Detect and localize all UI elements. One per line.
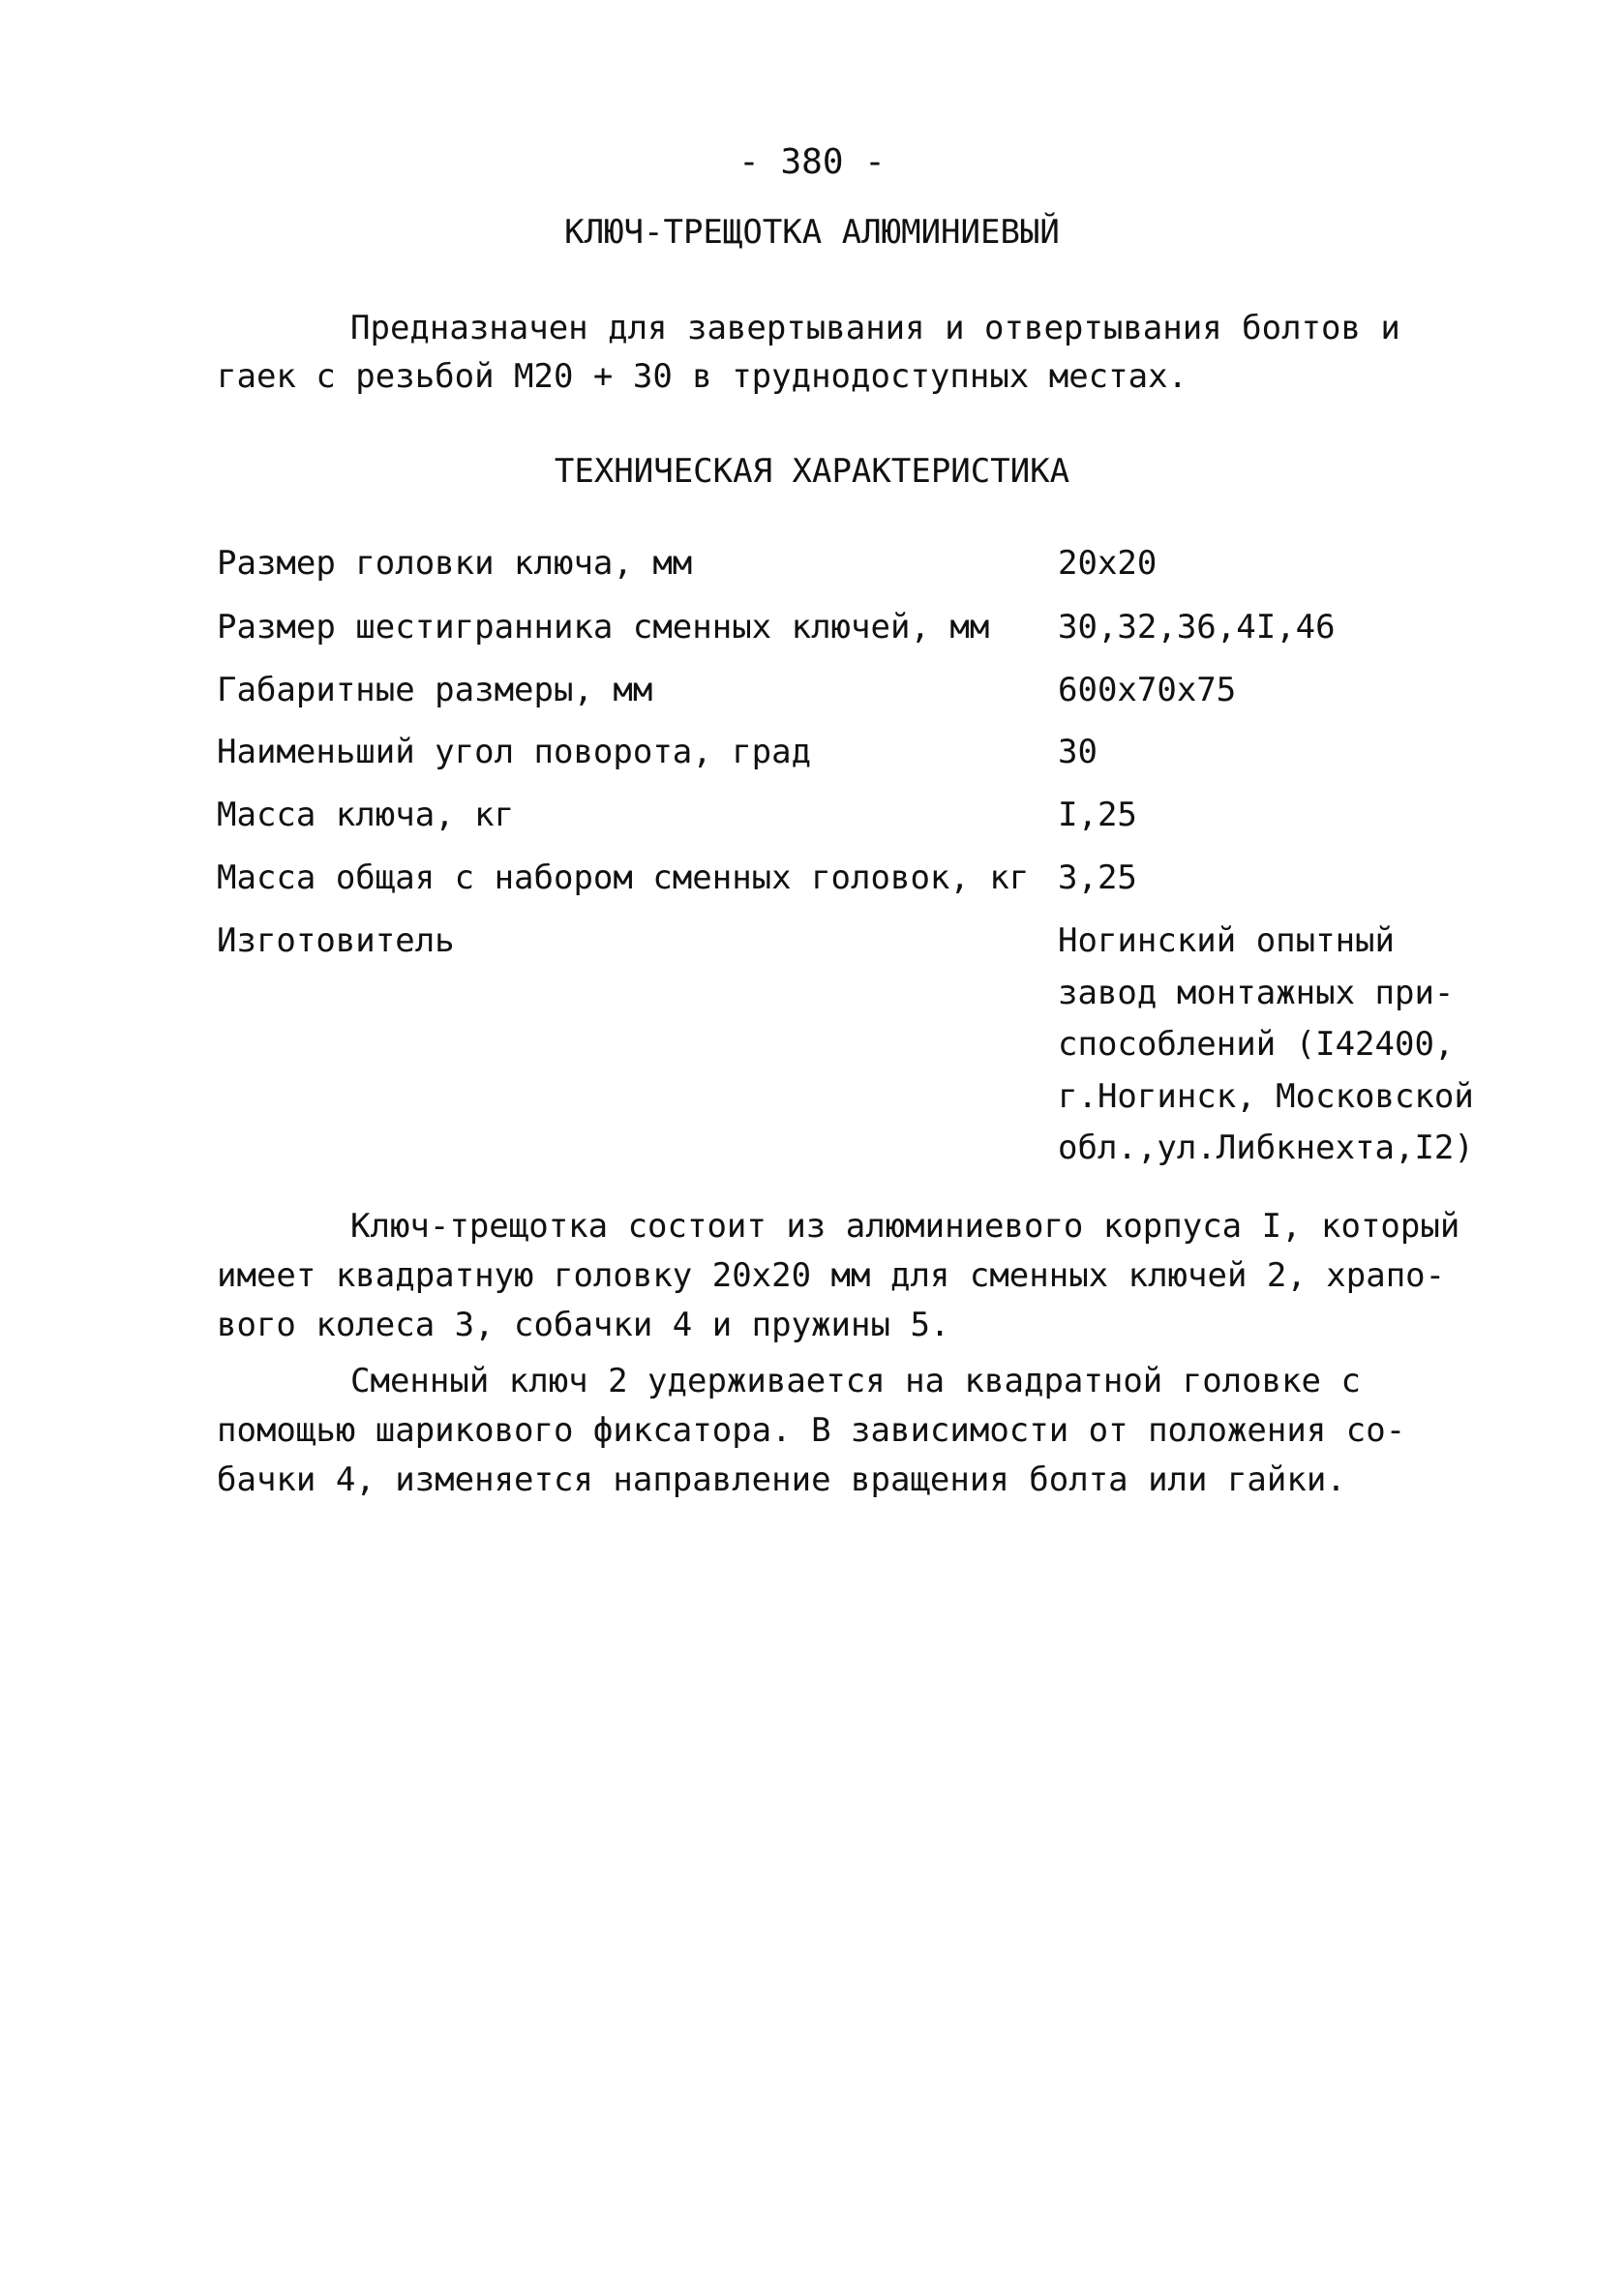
description-line-2: имеет квадратную головку 20x20 мм для сменных ключей 2, храпо- xyxy=(217,1256,1446,1295)
spec-value-min-angle: 30 xyxy=(1058,733,1098,771)
spec-value-dimensions: 600x70x75 xyxy=(1058,671,1237,709)
manufacturer-line-4: г.Ногинск, Московской xyxy=(1058,1077,1474,1116)
description-line-3: вого колеса 3, собачки 4 и пружины 5. xyxy=(217,1306,950,1344)
manufacturer-line-1: Ногинский опытный xyxy=(1058,921,1395,960)
spec-value-total-mass: 3,25 xyxy=(1058,858,1137,897)
spec-label-wrench-mass: Масса ключа, кг xyxy=(217,796,515,834)
description-line-1: Ключ-трещотка состоит из алюминиевого корпуса I, который xyxy=(350,1207,1460,1246)
spec-value-hex-size: 30,32,36,4I,46 xyxy=(1058,608,1336,647)
spec-label-manufacturer: Изготовитель xyxy=(217,921,455,960)
spec-label-dimensions: Габаритные размеры, мм xyxy=(217,671,653,709)
page-number: - 380 - xyxy=(738,142,886,182)
spec-value-head-size: 20x20 xyxy=(1058,544,1158,583)
intro-line-2: гаек с резьбой М20 + 30 в труднодоступных местах. xyxy=(217,357,1188,396)
manufacturer-line-2: завод монтажных при- xyxy=(1058,974,1455,1012)
spec-label-total-mass: Масса общая с набором сменных головок, кг xyxy=(217,858,1030,897)
spec-value-wrench-mass: I,25 xyxy=(1058,796,1137,834)
description-line-4: Сменный ключ 2 удерживается на квадратной головке с xyxy=(350,1362,1361,1400)
spec-label-head-size: Размер головки ключа, мм xyxy=(217,544,693,583)
description-line-6: бачки 4, изменяется направление вращения болта или гайки. xyxy=(217,1460,1346,1499)
description-line-5: помощью шарикового фиксатора. В зависимости от положения со- xyxy=(217,1411,1406,1450)
intro-line-1: Предназначен для завертывания и отвертывания болтов и xyxy=(350,309,1400,347)
document-title: КЛЮЧ-ТРЕЩОТКА АЛЮМИНИЕВЫЙ xyxy=(564,213,1060,252)
manufacturer-line-5: обл.,ул.Либкнехта,I2) xyxy=(1058,1128,1474,1167)
spec-label-min-angle: Наименьший угол поворота, град xyxy=(217,733,812,771)
spec-title: ТЕХНИЧЕСКАЯ ХАРАКТЕРИСТИКА xyxy=(554,452,1070,491)
spec-label-hex-size: Размер шестигранника сменных ключей, мм xyxy=(217,608,990,647)
manufacturer-line-3: способлений (I42400, xyxy=(1058,1025,1455,1064)
